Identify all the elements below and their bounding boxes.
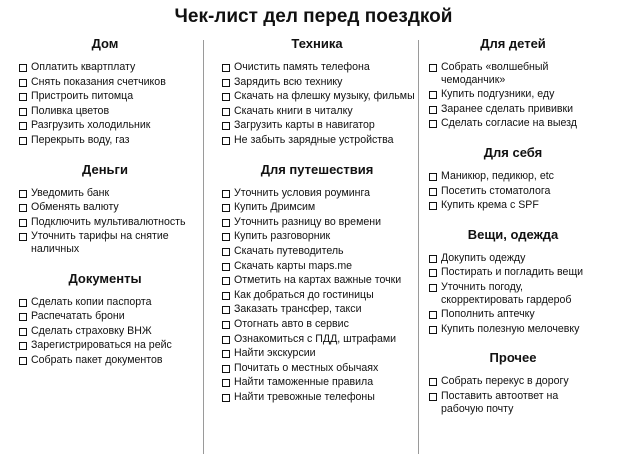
checklist-item	[422, 117, 598, 130]
checkbox-icon[interactable]	[19, 108, 27, 116]
checklist-item-label: Уточнить условия роуминга	[234, 186, 371, 199]
checkbox-icon[interactable]	[19, 93, 27, 101]
checkbox-icon[interactable]	[222, 79, 230, 87]
checklist-item-label: Перекрыть воду, газ	[31, 133, 130, 146]
checklist-item-label: Сделать страховку ВНЖ	[31, 324, 152, 337]
checkbox-icon[interactable]	[19, 219, 27, 227]
checklist-item-label: Постирать и погладить вещи	[441, 266, 584, 279]
checkbox-icon[interactable]	[19, 64, 27, 72]
checklist-item-label: Купить Дримсим	[234, 201, 316, 214]
checklist-item-label: Обменять валюту	[31, 201, 119, 214]
checklist-item-label: Сделать согласие на выезд	[441, 117, 577, 130]
checklist-item-label: Зарядить всю технику	[234, 75, 343, 88]
checklist-item-label: Найти экскурсии	[234, 347, 316, 360]
checklist-item	[212, 119, 416, 132]
checkbox-icon[interactable]	[429, 202, 437, 210]
section-title: Деньги	[82, 161, 128, 177]
checklist-item	[212, 76, 416, 89]
section-title: Техника	[291, 36, 343, 51]
checklist-item-label: Отметить на картах важные точки	[234, 274, 402, 287]
checkbox-icon[interactable]	[222, 204, 230, 212]
checkbox-icon[interactable]	[19, 204, 27, 212]
checklist-item	[12, 296, 192, 309]
checkbox-icon[interactable]	[222, 321, 230, 329]
column-1	[12, 36, 192, 382]
checklist-item-label: Снять показания счетчиков	[31, 75, 166, 88]
checkbox-icon[interactable]	[429, 173, 437, 181]
checkbox-icon[interactable]	[222, 306, 230, 314]
checklist-item	[212, 216, 416, 229]
checklist-item-label: Заказать трансфер, такси	[234, 303, 362, 316]
checklist-item-label: Посетить стоматолога	[441, 184, 551, 197]
checkbox-icon[interactable]	[222, 122, 230, 130]
checklist-item-label: Собрать «волшебный чемоданчик»	[441, 61, 549, 86]
checklist-item	[212, 201, 416, 214]
checkbox-icon[interactable]	[19, 299, 27, 307]
column-3	[422, 36, 598, 430]
checklist-item	[422, 199, 598, 212]
checklist-item-label: Пристроить питомца	[31, 90, 134, 103]
checklist-item	[212, 318, 416, 331]
checklist-item-label: Уведомить банк	[31, 186, 110, 199]
checkbox-icon[interactable]	[19, 342, 27, 350]
checklist-item	[12, 339, 192, 352]
checklist-section	[12, 162, 192, 256]
checklist-item	[12, 310, 192, 323]
checklist-section	[422, 145, 598, 212]
checklist-item-label: Как добраться до гостиницы	[234, 288, 374, 301]
checklist-item	[212, 187, 416, 200]
section-title: Дом	[91, 36, 119, 51]
section-title: Для детей	[480, 36, 546, 51]
checklist-item-label: Не забыть зарядные устройства	[234, 133, 394, 146]
checklist-item-label: Уточнить тарифы на снятие наличных	[31, 230, 169, 255]
checklist-item	[12, 216, 192, 229]
checklist-section	[12, 36, 192, 147]
checklist-item	[422, 375, 598, 388]
section-title: Прочее	[489, 350, 537, 366]
checkbox-icon[interactable]	[19, 233, 27, 241]
checkbox-icon[interactable]	[429, 326, 437, 334]
checklist-item-label: Отогнать авто в сервис	[234, 317, 349, 330]
checklist-item	[422, 252, 598, 265]
checkbox-icon[interactable]	[429, 120, 437, 128]
checklist-item-label: Пополнить аптечку	[441, 308, 535, 321]
checkbox-icon[interactable]	[222, 108, 230, 116]
checklist-item-label: Купить разговорник	[234, 230, 331, 243]
checklist-section	[212, 162, 416, 404]
checklist-item-label: Купить подгузники, еду	[441, 88, 555, 101]
checkbox-icon[interactable]	[222, 277, 230, 285]
checklist-item	[212, 362, 416, 375]
checkbox-icon[interactable]	[222, 190, 230, 198]
checklist-item-label: Поливка цветов	[31, 104, 110, 117]
checklist-item-label: Заранее сделать прививки	[441, 102, 574, 115]
checklist-item-label: Маникюр, педикюр, etc	[441, 169, 554, 182]
checklist-item	[212, 391, 416, 404]
checkbox-icon[interactable]	[429, 284, 437, 292]
checkbox-icon[interactable]	[222, 292, 230, 300]
checklist-item	[12, 201, 192, 214]
checkbox-icon[interactable]	[222, 263, 230, 271]
section-title: Вещи, одежда	[467, 226, 559, 242]
checklist-item	[12, 90, 192, 103]
checkbox-icon[interactable]	[19, 79, 27, 87]
checkbox-icon[interactable]	[222, 64, 230, 72]
section-title: Документы	[68, 270, 142, 286]
checklist-item	[212, 376, 416, 389]
checkbox-icon[interactable]	[429, 188, 437, 196]
checklist-item	[212, 90, 416, 103]
checklist-item	[212, 105, 416, 118]
checkbox-icon[interactable]	[429, 91, 437, 99]
column-2	[212, 36, 416, 418]
checklist-item	[422, 390, 598, 415]
checklist-item	[12, 105, 192, 118]
checklist-item-label: Скачать на флешку музыку, фильмы	[234, 90, 415, 103]
column-divider	[203, 40, 204, 454]
checkbox-icon[interactable]	[222, 336, 230, 344]
checkbox-icon[interactable]	[222, 350, 230, 358]
checkbox-icon[interactable]	[429, 269, 437, 277]
checkbox-icon[interactable]	[429, 311, 437, 319]
checkbox-icon[interactable]	[429, 64, 437, 72]
checklist-item	[212, 61, 416, 74]
checklist-item	[212, 303, 416, 316]
checklist-item	[12, 61, 192, 74]
checklist-item	[212, 134, 416, 147]
checklist-item-label: Загрузить карты в навигатор	[234, 119, 375, 132]
checklist-item-label: Уточнить разницу во времени	[234, 215, 382, 228]
checklist-item	[212, 289, 416, 302]
checkbox-icon[interactable]	[222, 394, 230, 402]
checklist-section	[422, 350, 598, 415]
checklist-item	[422, 185, 598, 198]
checklist-item-label: Разгрузить холодильник	[31, 119, 151, 132]
section-title: Для себя	[483, 144, 543, 160]
checklist-item	[422, 323, 598, 336]
checkbox-icon[interactable]	[222, 379, 230, 387]
checklist-item-label: Уточнить погоду, скорректировать гардероб	[441, 280, 572, 306]
checklist-item-label: Купить крема с SPF	[441, 199, 539, 212]
checkbox-icon[interactable]	[429, 393, 437, 401]
checklist-item-label: Очистить память телефона	[234, 61, 370, 73]
checklist-item	[422, 88, 598, 101]
checklist-section	[422, 36, 598, 130]
checkbox-icon[interactable]	[429, 106, 437, 114]
checklist-item	[422, 61, 598, 86]
checklist-item	[12, 187, 192, 200]
checklist-item	[12, 119, 192, 132]
checklist-item	[12, 354, 192, 367]
checkbox-icon[interactable]	[19, 357, 27, 365]
checkbox-icon[interactable]	[222, 233, 230, 241]
checklist-section	[12, 271, 192, 367]
checklist-item	[212, 333, 416, 346]
checklist-item-label: Распечатать брони	[31, 310, 125, 323]
checklist-item	[422, 308, 598, 321]
column-divider	[418, 40, 419, 454]
checkbox-icon[interactable]	[429, 255, 437, 263]
checkbox-icon[interactable]	[222, 365, 230, 373]
checkbox-icon[interactable]	[222, 137, 230, 145]
checklist-item-label: Скачать путеводитель	[234, 244, 344, 257]
checklist-item	[212, 347, 416, 360]
checklist-item-label: Собрать перекус в дорогу	[441, 375, 569, 388]
checklist-item-label: Оплатить квартплату	[31, 61, 136, 73]
checklist-item-label: Скачать карты maps.me	[234, 259, 353, 272]
checklist-item-label: Найти таможенные правила	[234, 376, 374, 389]
checkbox-icon[interactable]	[19, 137, 27, 145]
checklist-item-label: Почитать о местных обычаях	[234, 361, 379, 374]
checklist-item	[422, 170, 598, 183]
page-title: Чек-лист дел перед поездкой	[174, 6, 453, 27]
checklist-item	[212, 245, 416, 258]
checklist-item-label: Докупить одежду	[441, 251, 526, 264]
checklist-item-label: Сделать копии паспорта	[31, 295, 152, 308]
checkbox-icon[interactable]	[429, 378, 437, 386]
checklist-item	[12, 134, 192, 147]
checklist-item-label: Собрать пакет документов	[31, 353, 163, 366]
checklist-section	[212, 36, 416, 147]
checkbox-icon[interactable]	[19, 328, 27, 336]
checklist-item-label: Подключить мультивалютность	[31, 215, 186, 228]
checklist-item	[212, 230, 416, 243]
checklist-item	[212, 274, 416, 287]
checklist-item	[12, 230, 192, 255]
section-title: Для путешествия	[260, 161, 374, 177]
checkbox-icon[interactable]	[19, 122, 27, 130]
checklist-item	[12, 325, 192, 338]
checkbox-icon[interactable]	[222, 248, 230, 256]
checkbox-icon[interactable]	[19, 190, 27, 198]
checklist-item-label: Зарегистрироваться на рейс	[31, 339, 172, 352]
checklist-item-label: Купить полезную мелочевку	[441, 322, 580, 335]
checklist-item-label: Ознакомиться с ПДД, штрафами	[234, 332, 397, 345]
checkbox-icon[interactable]	[222, 219, 230, 227]
checkbox-icon[interactable]	[19, 313, 27, 321]
checklist-item	[422, 266, 598, 279]
checklist-item-label: Скачать книги в читалку	[234, 104, 353, 117]
checklist-item	[12, 76, 192, 89]
checklist-item-label: Найти тревожные телефоны	[234, 390, 375, 403]
checklist-item	[422, 281, 598, 306]
checklist-item	[422, 103, 598, 116]
checklist-item-label: Поставить автоответ на рабочую почту	[441, 389, 559, 415]
checklist-item	[212, 260, 416, 273]
checkbox-icon[interactable]	[222, 93, 230, 101]
checklist-section	[422, 227, 598, 336]
